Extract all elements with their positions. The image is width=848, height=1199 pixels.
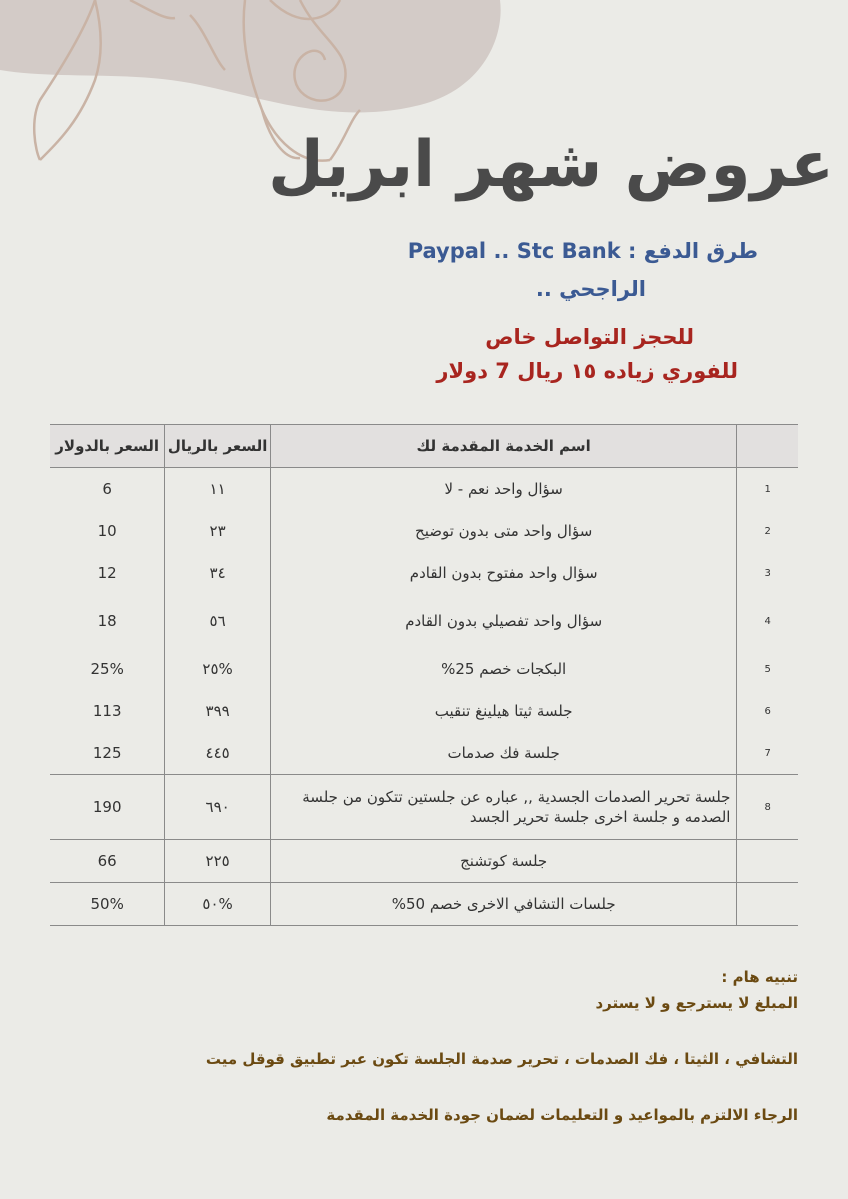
note-refund: المبلغ لا يسترجع و لا يسترد	[595, 994, 798, 1012]
price-usd: 18	[97, 612, 117, 630]
service-name: سؤال واحد متى بدون توضيح	[270, 510, 737, 552]
service-name: جلسة فك صدمات	[270, 732, 737, 775]
service-name: جلسة كوتشنج	[270, 840, 737, 883]
booking-line-2: للفوري زياده ١٥ ريال 7 دولار	[436, 359, 738, 383]
table-row	[50, 468, 798, 511]
background-blob	[0, 0, 501, 112]
notes-heading: تنبيه هام :	[721, 968, 798, 986]
table-row	[50, 648, 798, 690]
price-usd: 6	[102, 480, 112, 498]
row-number: 2	[737, 510, 798, 552]
payment-line-2: الراجحي ..	[535, 277, 646, 301]
service-name: جلسات التشافي الاخرى خصم 50%	[270, 883, 737, 926]
table-header-row	[50, 425, 798, 468]
price-sar: ٥٦	[165, 594, 271, 648]
table-row	[50, 775, 798, 840]
header-number	[737, 425, 798, 468]
payment-methods	[338, 232, 758, 308]
price-usd: 25%	[90, 660, 124, 678]
table-row	[50, 510, 798, 552]
booking-info	[318, 320, 738, 388]
row-number: 4	[737, 594, 798, 648]
row-number: 8	[737, 775, 798, 840]
booking-line-1: للحجز التواصل خاص	[485, 325, 694, 349]
row-number: 7	[737, 732, 798, 775]
row-number: 6	[737, 690, 798, 732]
price-sar: ١١	[165, 468, 271, 511]
row-number	[737, 840, 798, 883]
header-service: اسم الخدمة المقدمة لك	[270, 425, 737, 468]
price-sar: ٥٠%	[165, 883, 271, 926]
table-row	[50, 594, 798, 648]
note-platform: التشافي ، الثيتا ، فك الصدمات ، تحرير صدمة الجلسة تكون عبر تطبيق قوقل ميت	[205, 1050, 798, 1068]
price-usd: 113	[92, 702, 122, 720]
price-sar: ٢٣	[165, 510, 271, 552]
price-sar: ٣٩٩	[165, 690, 271, 732]
service-name: سؤال واحد تفصيلي بدون القادم	[270, 594, 737, 648]
price-sar: ٢٥%	[165, 648, 271, 690]
price-usd: 125	[92, 744, 122, 762]
price-usd: 50%	[50, 883, 165, 926]
table-row	[50, 732, 798, 775]
service-name: جلسة ثيتا هيلينغ تنقيب	[270, 690, 737, 732]
service-name: البكجات خصم 25%	[270, 648, 737, 690]
note-commitment: الرجاء الالتزم بالمواعيد و التعليمات لضمان جودة الخدمة المقدمة	[326, 1106, 798, 1124]
table-row	[50, 840, 798, 883]
header-price-usd: السعر بالدولار	[50, 425, 165, 468]
table-row	[50, 690, 798, 732]
row-number: 5	[737, 648, 798, 690]
service-name: سؤال واحد مفتوح بدون القادم	[270, 552, 737, 594]
table-row	[50, 883, 798, 926]
important-notes	[38, 964, 798, 1124]
price-sar: ٤٤٥	[165, 732, 271, 775]
price-sar: ٣٤	[165, 552, 271, 594]
page-title: عروض شهر ابريل	[268, 128, 834, 202]
price-table	[50, 424, 798, 926]
price-usd: 190	[50, 775, 165, 840]
price-sar: ٢٢٥	[165, 840, 271, 883]
table-row	[50, 552, 798, 594]
service-name: سؤال واحد نعم - لا	[270, 468, 737, 511]
price-usd: 66	[50, 840, 165, 883]
row-number: 3	[737, 552, 798, 594]
row-number	[737, 883, 798, 926]
service-name: جلسة تحرير الصدمات الجسدية ,, عباره عن جلستين تتكون من جلسة الصدمه و جلسة اخرى جلسة تحرير الجسد	[270, 775, 737, 840]
payment-line-1: طرق الدفع : Paypal .. Stc Bank	[407, 239, 758, 263]
price-usd: 12	[97, 564, 117, 582]
price-usd: 10	[97, 522, 117, 540]
header-price-sar: السعر بالريال	[165, 425, 271, 468]
price-sar: ٦٩٠	[165, 775, 271, 840]
row-number: 1	[737, 468, 798, 511]
